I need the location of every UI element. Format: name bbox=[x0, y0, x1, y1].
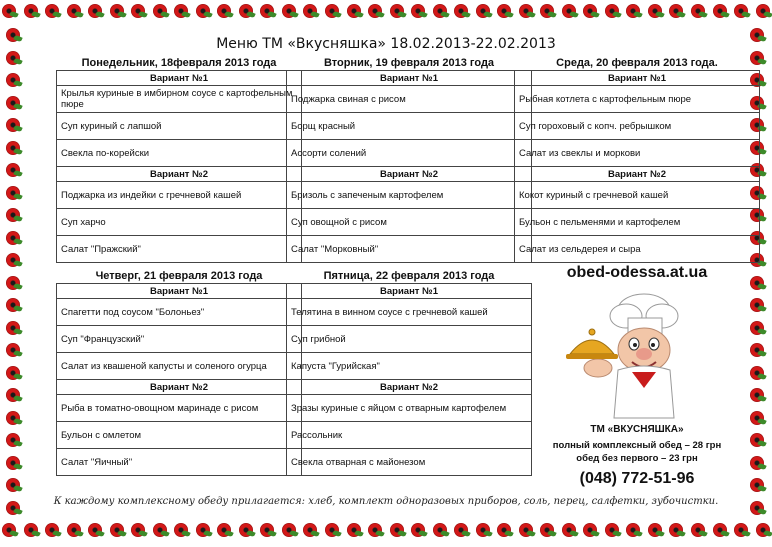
brand-name: ТМ «ВКУСНЯШКА» bbox=[590, 424, 684, 435]
day-friday bbox=[286, 270, 532, 476]
rose-flower-icon bbox=[4, 274, 22, 292]
menu-item: Зразы куриные с яйцом с отварным картофелем bbox=[287, 395, 532, 422]
menu-item: Поджарка свиная с рисом bbox=[287, 86, 532, 113]
menu-table bbox=[56, 70, 302, 263]
day-title: Среда, 20 февраля 2013 года. bbox=[556, 57, 718, 69]
page-title: Меню ТМ «Вкусняшка» 18.02.2013-22.02.2013 bbox=[216, 36, 556, 52]
rose-flower-icon bbox=[172, 2, 190, 20]
border-bottom bbox=[0, 521, 772, 547]
rose-flower-icon bbox=[495, 2, 513, 20]
rose-flower-icon bbox=[301, 2, 319, 20]
rose-flower-icon bbox=[108, 2, 126, 20]
day-thursday bbox=[56, 270, 302, 476]
menu-item: Салат из сельдерея и сыра bbox=[515, 236, 760, 263]
rose-flower-icon bbox=[129, 2, 147, 20]
rose-flower-icon bbox=[4, 364, 22, 382]
rose-flower-icon bbox=[65, 2, 83, 20]
rose-flower-icon bbox=[431, 521, 449, 539]
border-top bbox=[0, 2, 772, 28]
rose-flower-icon bbox=[431, 2, 449, 20]
rose-flower-icon bbox=[237, 2, 255, 20]
rose-flower-icon bbox=[624, 521, 642, 539]
rose-flower-icon bbox=[560, 2, 578, 20]
variant-label: Вариант №1 bbox=[515, 71, 760, 86]
rose-flower-icon bbox=[388, 521, 406, 539]
menu-item: Салат из свеклы и моркови bbox=[515, 140, 760, 167]
rose-flower-icon bbox=[258, 521, 276, 539]
rose-flower-icon bbox=[748, 386, 766, 404]
variant-label: Вариант №1 bbox=[287, 71, 532, 86]
variant-label: Вариант №2 bbox=[287, 380, 532, 395]
rose-flower-icon bbox=[538, 521, 556, 539]
rose-flower-icon bbox=[172, 521, 190, 539]
menu-item: Поджарка из индейки с гречневой кашей bbox=[57, 182, 302, 209]
rose-flower-icon bbox=[194, 521, 212, 539]
rose-flower-icon bbox=[409, 2, 427, 20]
rose-flower-icon bbox=[689, 521, 707, 539]
day-monday bbox=[56, 57, 302, 263]
rose-flower-icon bbox=[754, 2, 772, 20]
rose-flower-icon bbox=[748, 296, 766, 314]
menu-item: Свекла по-корейски bbox=[57, 140, 302, 167]
rose-flower-icon bbox=[452, 2, 470, 20]
footer-note: К каждому комплексному обеду прилагается: хлеб, комплект одноразовых приборов, соль, перец, салфетки, зубочистки. bbox=[53, 496, 719, 507]
rose-flower-icon bbox=[603, 521, 621, 539]
rose-flower-icon bbox=[667, 521, 685, 539]
rose-flower-icon bbox=[345, 2, 363, 20]
rose-flower-icon bbox=[65, 521, 83, 539]
rose-flower-icon bbox=[366, 521, 384, 539]
rose-flower-icon bbox=[4, 341, 22, 359]
rose-flower-icon bbox=[748, 341, 766, 359]
rose-flower-icon bbox=[22, 521, 40, 539]
rose-flower-icon bbox=[4, 71, 22, 89]
variant-label: Вариант №2 bbox=[57, 380, 302, 395]
rose-flower-icon bbox=[4, 251, 22, 269]
border-left bbox=[4, 26, 30, 517]
rose-flower-icon bbox=[4, 409, 22, 427]
day-title: Вторник, 19 февраля 2013 года bbox=[323, 57, 495, 69]
day-title: Понедельник, 18февраля 2013 года bbox=[81, 57, 277, 69]
rose-flower-icon bbox=[452, 521, 470, 539]
menu-item: Рассольник bbox=[287, 422, 532, 449]
rose-flower-icon bbox=[624, 2, 642, 20]
menu-item: Салат из квашеной капусты и соленого огурца bbox=[57, 353, 302, 380]
menu-item: Спагетти под соусом "Болоньез" bbox=[57, 299, 302, 326]
rose-flower-icon bbox=[4, 319, 22, 337]
rose-flower-icon bbox=[108, 521, 126, 539]
phone-number[interactable]: (048) 772-51-96 bbox=[579, 470, 695, 487]
rose-flower-icon bbox=[345, 521, 363, 539]
menu-item: Борщ красный bbox=[287, 113, 532, 140]
rose-flower-icon bbox=[0, 521, 18, 539]
variant-label: Вариант №1 bbox=[287, 284, 532, 299]
rose-flower-icon bbox=[560, 521, 578, 539]
menu-item: Свекла отварная с майонезом bbox=[287, 449, 532, 476]
rose-flower-icon bbox=[215, 521, 233, 539]
menu-table bbox=[56, 283, 302, 476]
variant-label: Вариант №1 bbox=[57, 284, 302, 299]
rose-flower-icon bbox=[4, 499, 22, 517]
rose-flower-icon bbox=[732, 521, 750, 539]
rose-flower-icon bbox=[4, 476, 22, 494]
rose-flower-icon bbox=[4, 386, 22, 404]
rose-flower-icon bbox=[4, 431, 22, 449]
menu-item: Кокот куриный с гречневой кашей bbox=[515, 182, 760, 209]
day-title: Пятница, 22 февраля 2013 года bbox=[323, 270, 495, 282]
day-wednesday bbox=[514, 57, 760, 263]
rose-flower-icon bbox=[22, 2, 40, 20]
rose-flower-icon bbox=[4, 229, 22, 247]
rose-flower-icon bbox=[409, 521, 427, 539]
rose-flower-icon bbox=[388, 2, 406, 20]
rose-flower-icon bbox=[43, 521, 61, 539]
rose-flower-icon bbox=[646, 521, 664, 539]
rose-flower-icon bbox=[280, 2, 298, 20]
menu-item: Салат "Морковный" bbox=[287, 236, 532, 263]
rose-flower-icon bbox=[129, 521, 147, 539]
rose-flower-icon bbox=[323, 2, 341, 20]
rose-flower-icon bbox=[151, 521, 169, 539]
menu-item: Суп куриный с лапшой bbox=[57, 113, 302, 140]
rose-flower-icon bbox=[689, 2, 707, 20]
rose-flower-icon bbox=[4, 161, 22, 179]
rose-flower-icon bbox=[474, 521, 492, 539]
rose-flower-icon bbox=[301, 521, 319, 539]
menu-item: Суп "Французский" bbox=[57, 326, 302, 353]
price-no-first: обед без первого – 23 грн bbox=[576, 453, 698, 464]
rose-flower-icon bbox=[581, 2, 599, 20]
variant-label: Вариант №1 bbox=[57, 71, 302, 86]
rose-flower-icon bbox=[711, 521, 729, 539]
rose-flower-icon bbox=[517, 521, 535, 539]
rose-flower-icon bbox=[4, 296, 22, 314]
rose-flower-icon bbox=[4, 454, 22, 472]
rose-flower-icon bbox=[43, 2, 61, 20]
variant-label: Вариант №2 bbox=[515, 167, 760, 182]
rose-flower-icon bbox=[258, 2, 276, 20]
menu-table bbox=[286, 283, 532, 476]
menu-item: Бульон с пельменями и картофелем bbox=[515, 209, 760, 236]
day-tuesday bbox=[286, 57, 532, 263]
menu-item: Капуста "Гурийская" bbox=[287, 353, 532, 380]
price-full: полный комплексный обед – 28 грн bbox=[552, 440, 722, 451]
menu-item: Ассорти солений bbox=[287, 140, 532, 167]
rose-flower-icon bbox=[0, 2, 18, 20]
menu-item: Суп овощной с рисом bbox=[287, 209, 532, 236]
rose-flower-icon bbox=[237, 521, 255, 539]
rose-flower-icon bbox=[732, 2, 750, 20]
rose-flower-icon bbox=[4, 139, 22, 157]
menu-item: Салат "Пражский" bbox=[57, 236, 302, 263]
menu-item: Салат "Яичный" bbox=[57, 449, 302, 476]
menu-table bbox=[514, 70, 760, 263]
rose-flower-icon bbox=[474, 2, 492, 20]
menu-table bbox=[286, 70, 532, 263]
variant-label: Вариант №2 bbox=[287, 167, 532, 182]
rose-flower-icon bbox=[4, 206, 22, 224]
rose-flower-icon bbox=[667, 2, 685, 20]
chef-mascot-icon bbox=[562, 292, 692, 420]
rose-flower-icon bbox=[86, 521, 104, 539]
rose-flower-icon bbox=[646, 2, 664, 20]
website-link[interactable]: obed-odessa.at.ua bbox=[566, 264, 708, 281]
menu-item: Бризоль с запеченым картофелем bbox=[287, 182, 532, 209]
rose-flower-icon bbox=[86, 2, 104, 20]
rose-flower-icon bbox=[4, 94, 22, 112]
menu-item: Рыба в томатно-овощном маринаде с рисом bbox=[57, 395, 302, 422]
rose-flower-icon bbox=[603, 2, 621, 20]
menu-item: Крылья куриные в имбирном соусе с картофельным пюре bbox=[57, 86, 302, 113]
rose-flower-icon bbox=[538, 2, 556, 20]
rose-flower-icon bbox=[151, 2, 169, 20]
rose-flower-icon bbox=[495, 521, 513, 539]
rose-flower-icon bbox=[194, 2, 212, 20]
menu-item: Суп харчо bbox=[57, 209, 302, 236]
rose-flower-icon bbox=[517, 2, 535, 20]
rose-flower-icon bbox=[280, 521, 298, 539]
menu-item: Суп грибной bbox=[287, 326, 532, 353]
day-title: Четверг, 21 февраля 2013 года bbox=[95, 270, 263, 282]
rose-flower-icon bbox=[748, 364, 766, 382]
rose-flower-icon bbox=[215, 2, 233, 20]
menu-item: Бульон с омлетом bbox=[57, 422, 302, 449]
menu-item: Суп гороховый с копч. ребрышком bbox=[515, 113, 760, 140]
rose-flower-icon bbox=[4, 184, 22, 202]
rose-flower-icon bbox=[754, 521, 772, 539]
menu-item: Рыбная котлета с картофельным пюре bbox=[515, 86, 760, 113]
rose-flower-icon bbox=[748, 499, 766, 517]
rose-flower-icon bbox=[366, 2, 384, 20]
rose-flower-icon bbox=[581, 521, 599, 539]
rose-flower-icon bbox=[323, 521, 341, 539]
rose-flower-icon bbox=[4, 116, 22, 134]
menu-item: Телятина в винном соусе с гречневой кашей bbox=[287, 299, 532, 326]
rose-flower-icon bbox=[711, 2, 729, 20]
rose-flower-icon bbox=[748, 319, 766, 337]
variant-label: Вариант №2 bbox=[57, 167, 302, 182]
